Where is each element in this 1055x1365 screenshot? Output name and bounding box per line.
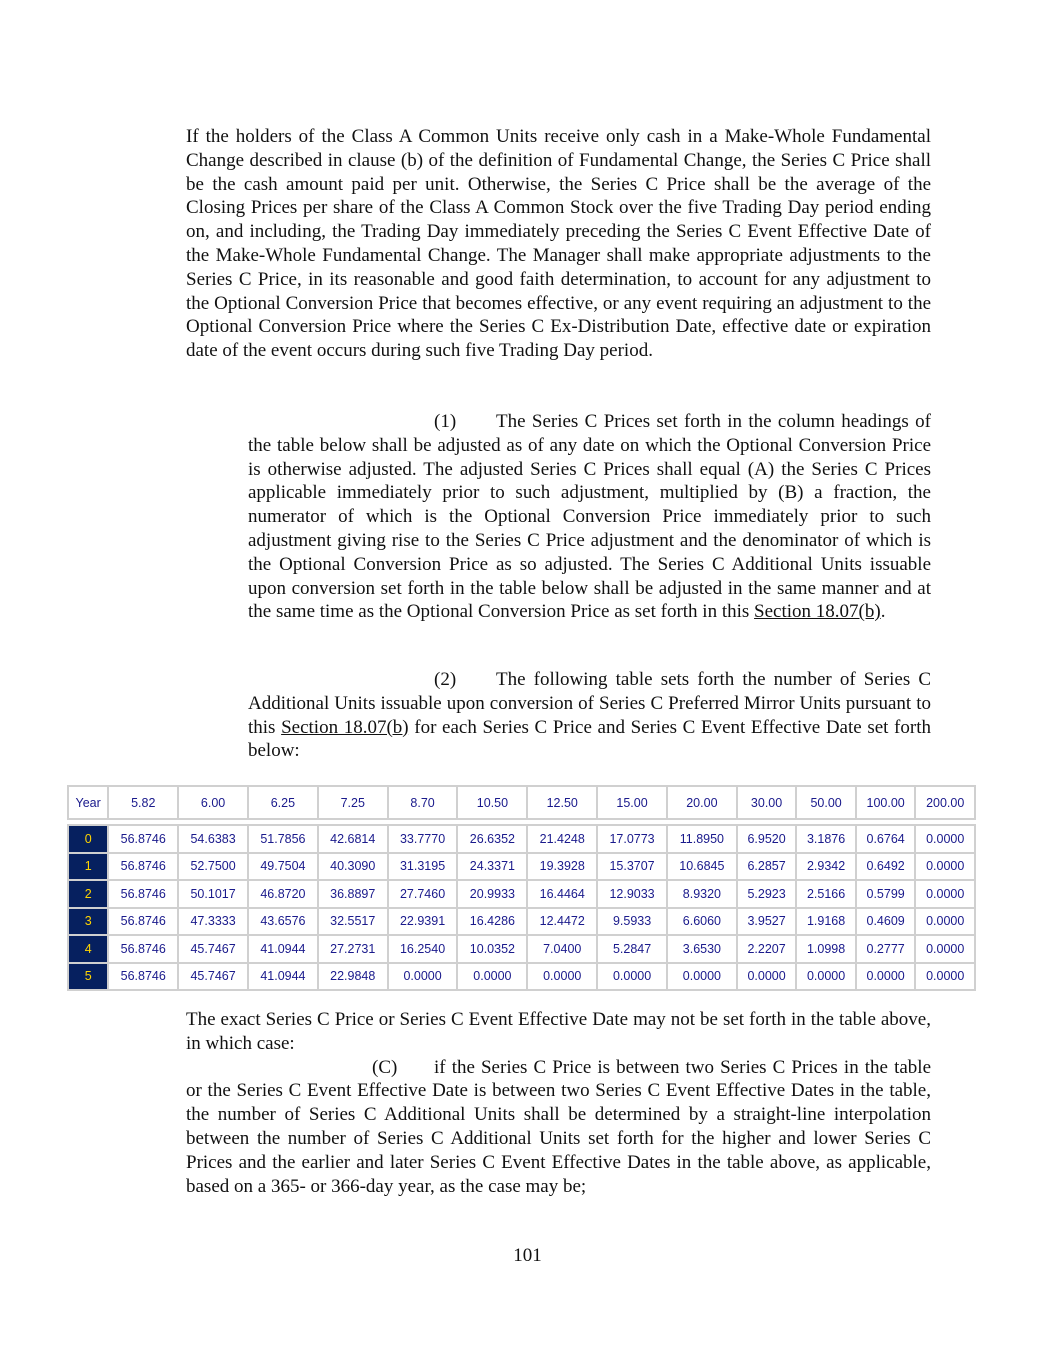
item-2-number: (2) [434,669,457,690]
table-cell: 52.7500 [178,853,248,881]
table-cell: 0.0000 [915,825,975,853]
table-cell: 0.0000 [737,963,797,991]
table-row [68,935,975,963]
table-cell: 0.0000 [457,963,527,991]
item-c-number: (C) [372,1056,398,1078]
year-cell: 2 [68,880,108,908]
item-1-number: (1) [434,411,457,432]
table-cell: 1.0998 [796,935,856,963]
table-cell: 0.0000 [796,963,856,991]
table-header-cell: 100.00 [856,786,916,819]
table-cell: 45.7467 [178,935,248,963]
table-cell: 45.7467 [178,963,248,991]
table-cell: 3.9527 [737,908,797,936]
table-cell: 10.0352 [457,935,527,963]
page-number: 101 [513,1245,542,1266]
after-table-paragraph [186,1008,931,1198]
table-header-cell: Year [68,786,108,819]
table-cell: 0.4609 [856,908,916,936]
table-cell: 0.0000 [915,853,975,881]
table-cell: 40.3090 [318,853,388,881]
table-cell: 0.0000 [527,963,597,991]
table-cell: 54.6383 [178,825,248,853]
additional-units-table [67,785,976,991]
table-row [68,853,975,881]
table-row [68,825,975,853]
intro-paragraph: If the holders of the Class A Common Units receive only cash in a Make-Whole Fundamental Change described in clause (b) of the definition of Fundamental Change, the Series C Price shall be the cash amount paid per unit. Otherwise, the Series C Price shall be the average of the Closing Prices per share of the Class A Common Stock over the five Trading Day period ending on, and including, the Trading Day immediately preceding the Series C Event Effective Date of the Make-Whole Fundamental Change. The Manager shall make appropriate adjustments to the Series C Price, in its reasonable and good faith determination, to account for any adjustment to the Optional Conversion Price that becomes effective, or any event requiring an adjustment to the Optional Conversion Price where the Series C Ex-Distribution Date, effective date or expiration date of the event occurs during such five Trading Day period. [186,126,931,362]
item-1-paragraph [248,410,931,624]
item-2-paragraph [248,668,931,763]
table-header-cell: 7.25 [318,786,388,819]
year-cell: 0 [68,825,108,853]
table-cell: 19.3928 [527,853,597,881]
item-2-text: The following table sets forth the number of Series C Additional Units issuable upon conversion of Series C Preferred Mirror Units pursuant to this [248,669,931,738]
table-cell: 27.2731 [318,935,388,963]
table-header-cell: 200.00 [915,786,975,819]
table-cell: 27.7460 [388,880,458,908]
table-cell: 7.0400 [527,935,597,963]
table-header-cell: 20.00 [667,786,737,819]
table-row [68,880,975,908]
table-row [68,963,975,991]
table-cell: 0.0000 [667,963,737,991]
table-cell: 0.0000 [388,963,458,991]
table-row [68,908,975,936]
table-header-cell: 30.00 [737,786,797,819]
table-cell: 17.0773 [597,825,667,853]
table-cell: 0.0000 [915,935,975,963]
table-header-cell: 6.00 [178,786,248,819]
table-body [68,819,975,990]
table-cell: 16.2540 [388,935,458,963]
table-cell: 21.4248 [527,825,597,853]
table-cell: 6.9520 [737,825,797,853]
table-cell: 1.9168 [796,908,856,936]
table-cell: 33.7770 [388,825,458,853]
table-cell: 22.9391 [388,908,458,936]
table-cell: 26.6352 [457,825,527,853]
table-cell: 12.9033 [597,880,667,908]
table-header-row [68,786,975,819]
table-cell: 47.3333 [178,908,248,936]
table-cell: 22.9848 [318,963,388,991]
table-cell: 41.0944 [248,935,318,963]
table-header-cell: 5.82 [108,786,178,819]
year-cell: 4 [68,935,108,963]
table-cell: 3.6530 [667,935,737,963]
table-cell: 56.8746 [108,825,178,853]
table-cell: 56.8746 [108,935,178,963]
table-cell: 42.6814 [318,825,388,853]
table-cell: 24.3371 [457,853,527,881]
table-cell: 0.0000 [915,880,975,908]
table-header-cell: 8.70 [388,786,458,819]
table-cell: 10.6845 [667,853,737,881]
table-cell: 8.9320 [667,880,737,908]
table-cell: 20.9933 [457,880,527,908]
table-cell: 5.2923 [737,880,797,908]
table-cell: 41.0944 [248,963,318,991]
table-cell: 0.0000 [856,963,916,991]
table-header-cell: 50.00 [796,786,856,819]
item-2-text-end: for each Series C Price and Series C Event Effective Date set forth below: [248,716,931,762]
table-cell: 50.1017 [178,880,248,908]
table-cell: 0.5799 [856,880,916,908]
table-cell: 6.6060 [667,908,737,936]
year-cell: 3 [68,908,108,936]
table-cell: 2.2207 [737,935,797,963]
after-table-text: The exact Series C Price or Series C Event Effective Date may not be set forth in the table above, in which case: [186,1009,931,1054]
table-cell: 0.2777 [856,935,916,963]
table-cell: 56.8746 [108,853,178,881]
item-1-section-link[interactable]: Section 18.07(b) [754,601,881,623]
table-header-cell: 15.00 [597,786,667,819]
table-cell: 16.4286 [457,908,527,936]
table-cell: 2.9342 [796,853,856,881]
table-cell: 11.8950 [667,825,737,853]
table-cell: 49.7504 [248,853,318,881]
table-cell: 12.4472 [527,908,597,936]
item-1-text: The Series C Prices set forth in the column headings of the table below shall be adjusted as of any date on which the Optional Conversion Price is otherwise adjusted. The adjusted Series C Prices shall equal (A) the Series C Prices applicable immediately prior to such adjustment, multiplied by (B) a fraction, the numerator of which is the Optional Conversion Price immediately prior to such adjustment giving rise to the Series C Price adjustment and the denominator of which is the Optional Conversion Price as so adjusted. The Series C Additional Units issuable upon conversion set forth in the table below shall be adjusted in the same manner and at the same time as the Optional Conversion Price as set forth in this [248,411,931,623]
table-cell: 6.2857 [737,853,797,881]
table-cell: 51.7856 [248,825,318,853]
table-header-cell: 10.50 [457,786,527,819]
table-header-cell: 6.25 [248,786,318,819]
year-cell: 1 [68,853,108,881]
table-header-cell: 12.50 [527,786,597,819]
item-2-section-link[interactable]: Section 18.07(b) [281,716,409,738]
item-1-text-end: . [880,601,886,623]
table-cell: 16.4464 [527,880,597,908]
table-cell: 9.5933 [597,908,667,936]
table-cell: 0.0000 [597,963,667,991]
table-cell: 43.6576 [248,908,318,936]
table-cell: 2.5166 [796,880,856,908]
table-cell: 36.8897 [318,880,388,908]
table-cell: 0.0000 [915,963,975,991]
table-cell: 56.8746 [108,908,178,936]
table-cell: 31.3195 [388,853,458,881]
table-cell: 3.1876 [796,825,856,853]
table-cell: 56.8746 [108,963,178,991]
year-cell: 5 [68,963,108,991]
table-cell: 46.8720 [248,880,318,908]
table-cell: 0.0000 [915,908,975,936]
table-cell: 5.2847 [597,935,667,963]
table-cell: 32.5517 [318,908,388,936]
table-cell: 56.8746 [108,880,178,908]
item-c-text: if the Series C Price is between two Series C Prices in the table or the Series C Event Effective Date is between two Series C Event Effective Dates in the table, the number of Series C Additional Units shall be determined by a straight-line interpolation between the number of Series C Additional Units set forth for the higher and lower Series C Prices and the earlier and later Series C Event Effective Dates in the table above, as applicable, based on a 365- or 366-day year, as the case may be; [186,1056,931,1197]
table-cell: 15.3707 [597,853,667,881]
table-cell: 0.6764 [856,825,916,853]
table-cell: 0.6492 [856,853,916,881]
